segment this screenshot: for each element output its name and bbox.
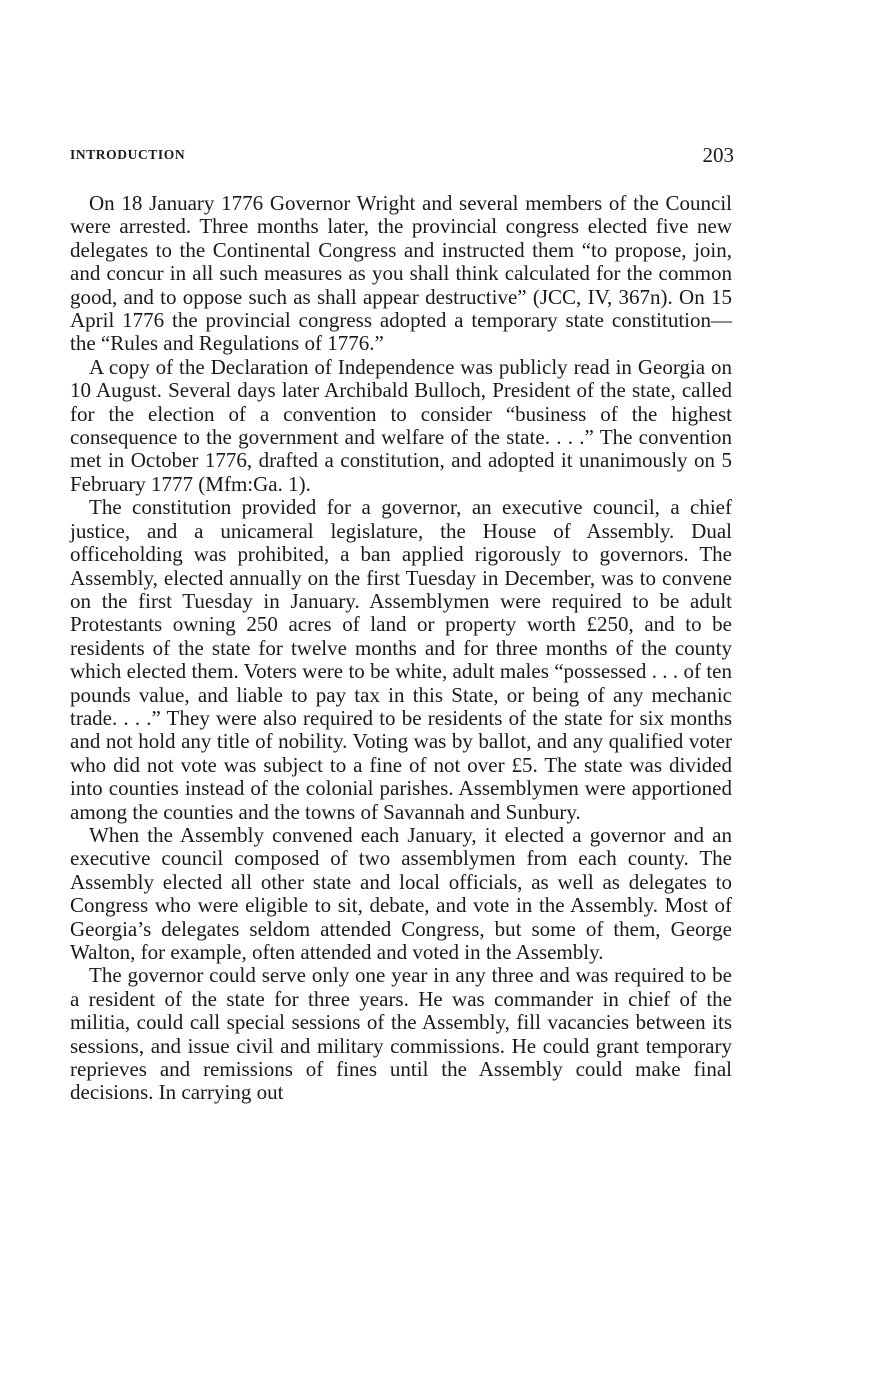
paragraph-4: When the Assembly convened each January, it elected a governor and an executive council composed of two assemblymen from each county. The Assembly elected all other state and local officials, as well as delegates to Congress who were eligible to sit, debate, and vote in the Assembly. Most of Georgia’s delegates seldom attended Congress, but some of them, George Walton, for example, often attended and voted in the Assembly. bbox=[70, 822, 732, 964]
paragraph-1: On 18 January 1776 Governor Wright and several members of the Council were arrested. Three months later, the provincial congress elected five new delegates to the Continental Congress and instructed them “to propose, join, and concur in all such measures as you shall think calculated for the common good, and to oppose such as shall appear destructive” (JCC, IV, 367n). On 15 April 1776 the provincial congress adopted a temporary state constitution—the “Rules and Regulations of 1776.” bbox=[70, 191, 732, 356]
page-number: 203 bbox=[702, 143, 734, 167]
body-text bbox=[70, 192, 732, 1105]
paragraph-5: The governor could serve only one year in any three and was required to be a resident of the state for three years. He was commander in chief of the militia, could call special sessions of the Assembly, fill vacancies between its sessions, and issue civil and military commissions. He could grant temporary reprieves and remissions of fines until the Assembly could make final decisions. In carrying out bbox=[70, 963, 732, 1105]
paragraph-2: A copy of the Declaration of Independence was publicly read in Georgia on 10 August. Several days later Archibald Bulloch, President of the state, called for the election of a convention to consider “business of the highest consequence to the government and welfare of the state. . . .” The convention met in October 1776, drafted a constitution, and adopted it unanimously on 5 February 1777 (Mfm:Ga. 1). bbox=[70, 354, 732, 496]
paragraph-3: The constitution provided for a governor, an executive council, a chief justice, and a unicameral legislature, the House of Assembly. Dual officeholding was prohibited, a ban applied rigorously to governors. The Assembly, elected annually on the first Tuesday in December, was to convene on the first Tuesday in January. Assemblymen were required to be adult Protestants owning 250 acres of land or property worth £250, and to be residents of the state for twelve months and for three months of the county which elected them. Voters were to be white, adult males “possessed . . . of ten pounds value, and liable to pay tax in this State, or being of any mechanic trade. . . .” They were also required to be residents of the state for six months and not hold any title of nobility. Voting was by ballot, and any qualified voter who did not vote was subject to a fine of not over £5. The state was divided into counties instead of the colonial parishes. Assemblymen were apportioned among the counties and the towns of Savannah and Sunbury. bbox=[70, 495, 732, 824]
running-head bbox=[70, 143, 734, 173]
section-title: INTRODUCTION bbox=[70, 147, 186, 162]
